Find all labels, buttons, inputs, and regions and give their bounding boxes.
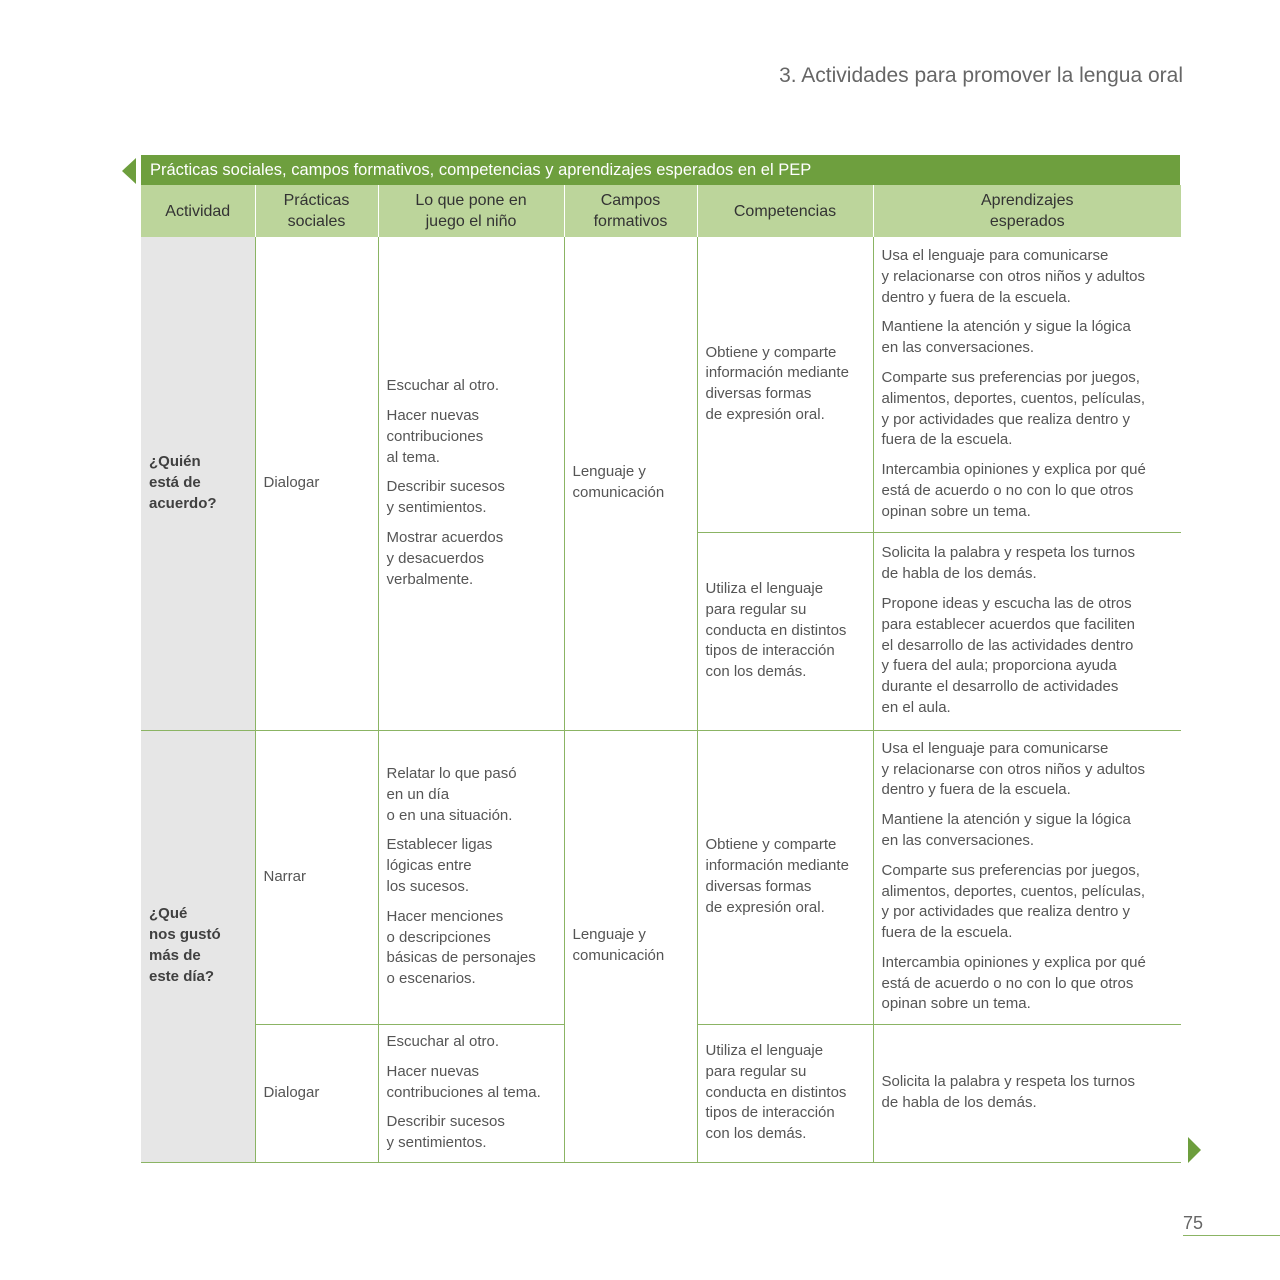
text-line: Describir sucesos bbox=[386, 478, 505, 496]
paragraph bbox=[882, 861, 1174, 944]
page-number: 75 bbox=[1183, 1213, 1204, 1233]
text-line: los sucesos. bbox=[386, 878, 470, 895]
text-line: Solicita la palabra y respeta los turnos bbox=[881, 1073, 1135, 1091]
text-line: alimentos, deportes, cuentos, películas, bbox=[881, 882, 1145, 900]
table-header-row bbox=[141, 185, 1181, 237]
paragraph bbox=[882, 460, 1174, 522]
text-line: alimentos, deportes, cuentos, películas, bbox=[881, 389, 1145, 407]
text-line: ¿Qué bbox=[149, 905, 188, 923]
expected-learnings bbox=[873, 730, 1181, 1024]
text-line: y relacionarse con otros niños y adultos bbox=[881, 760, 1145, 778]
paragraph bbox=[387, 1112, 556, 1154]
text-line: tipos de interacción bbox=[705, 642, 835, 660]
text-line: de habla de los demás. bbox=[881, 565, 1037, 583]
text-line: juego el niño bbox=[425, 213, 517, 230]
header-competencies bbox=[697, 185, 873, 237]
table-row bbox=[141, 730, 1181, 1024]
social-practice bbox=[255, 730, 378, 1024]
paragraph bbox=[387, 1062, 556, 1104]
text-line: acuerdo? bbox=[149, 494, 217, 512]
text-line: conducta en distintos bbox=[705, 1083, 847, 1101]
table-caption: Prácticas sociales, campos formativos, competencias y aprendizajes esperados en el PEP bbox=[141, 155, 1180, 185]
paragraph bbox=[387, 1032, 556, 1053]
text-line: en el aula. bbox=[881, 698, 951, 716]
text-line: Escuchar al otro. bbox=[386, 1033, 500, 1050]
text-line: y relacionarse con otros niños y adultos bbox=[881, 267, 1145, 285]
text-line: básicas de personajes bbox=[386, 949, 536, 967]
text-line: en las conversaciones. bbox=[881, 831, 1035, 849]
text-line: Lenguaje y bbox=[572, 926, 646, 944]
text-line: Lo que pone en bbox=[415, 192, 527, 209]
text-line: el desarrollo de las actividades dentro bbox=[881, 636, 1134, 654]
text-line: o escenarios. bbox=[386, 970, 476, 988]
text-line: Usa el lenguaje para comunicarse bbox=[881, 739, 1109, 757]
paragraph bbox=[387, 528, 556, 590]
text-line: diversas formas bbox=[705, 878, 812, 895]
text-line: Aprendizajes bbox=[981, 192, 1074, 209]
text-line: Escuchar al otro. bbox=[386, 377, 500, 395]
text-line: Utiliza el lenguaje bbox=[705, 1042, 824, 1059]
text-line: nos gustó bbox=[149, 926, 221, 944]
social-practice bbox=[255, 237, 378, 730]
text-line: y sentimientos. bbox=[386, 1134, 487, 1152]
text-line: información mediante bbox=[705, 364, 849, 382]
text-line: de expresión oral. bbox=[705, 406, 825, 424]
text-line: durante el desarrollo de actividades bbox=[881, 678, 1119, 696]
paragraph bbox=[387, 477, 556, 519]
social-practice bbox=[255, 1024, 378, 1162]
text-line: Campos bbox=[600, 192, 661, 209]
text-line: Relatar lo que pasó bbox=[386, 765, 517, 783]
text-line: y desacuerdos bbox=[386, 549, 485, 567]
text-line: de habla de los demás. bbox=[881, 1094, 1037, 1111]
expected-learnings bbox=[873, 532, 1181, 730]
text-line: opinan sobre un tema. bbox=[881, 502, 1031, 520]
text-line: con los demás. bbox=[705, 663, 807, 681]
chapter-title: 3. Actividades para promover la lengua oral bbox=[779, 64, 1183, 87]
header-formative-fields bbox=[564, 185, 697, 237]
paragraph bbox=[882, 953, 1174, 1015]
paragraph bbox=[387, 376, 556, 397]
paragraph bbox=[882, 810, 1174, 852]
expected-learnings bbox=[873, 1024, 1181, 1162]
text-line: y fuera del aula; proporciona ayuda bbox=[881, 657, 1117, 675]
text-line: Obtiene y comparte bbox=[705, 343, 837, 361]
text-line: Obtiene y comparte bbox=[705, 836, 837, 854]
paragraph bbox=[882, 1072, 1174, 1114]
paragraph bbox=[882, 246, 1174, 308]
text-line: contribuciones al tema. bbox=[386, 1083, 541, 1101]
text-line: más de bbox=[149, 947, 201, 964]
text-line: Mantiene la atención y sigue la lógica bbox=[881, 318, 1131, 336]
text-line: Lenguaje y bbox=[572, 463, 646, 481]
competence bbox=[697, 532, 873, 730]
text-line: Hacer menciones bbox=[386, 907, 504, 925]
text-line: o en una situación. bbox=[386, 806, 513, 824]
table-row bbox=[141, 237, 1181, 532]
text-line: este día? bbox=[149, 967, 215, 985]
text-line: Hacer nuevas bbox=[386, 1062, 480, 1080]
text-line: fuera de la escuela. bbox=[881, 431, 1013, 449]
text-line: dentro y fuera de la escuela. bbox=[881, 781, 1071, 799]
child-actions bbox=[378, 730, 564, 1024]
formative-field bbox=[564, 730, 697, 1162]
page-number-rule bbox=[1183, 1235, 1280, 1236]
child-actions bbox=[378, 237, 564, 730]
text-line: y sentimientos. bbox=[386, 499, 487, 517]
text-line: Usa el lenguaje para comunicarse bbox=[881, 246, 1109, 264]
text-line: está de acuerdo o no con lo que otros bbox=[881, 974, 1134, 992]
text-line: Comparte sus preferencias por juegos, bbox=[881, 861, 1140, 879]
text-line: dentro y fuera de la escuela. bbox=[881, 288, 1071, 306]
text-line: en las conversaciones. bbox=[881, 339, 1035, 357]
paragraph bbox=[387, 835, 556, 897]
paragraph bbox=[387, 764, 556, 826]
text-line: está de acuerdo o no con lo que otros bbox=[881, 481, 1134, 499]
text-line: para regular su bbox=[705, 600, 807, 618]
text-line: Utiliza el lenguaje bbox=[705, 580, 824, 597]
header-what-child-uses bbox=[378, 185, 564, 237]
formative-field bbox=[564, 237, 697, 730]
header-activity bbox=[141, 185, 255, 237]
text-line: formativos bbox=[593, 213, 668, 230]
text-line: Intercambia opiniones y explica por qué bbox=[881, 461, 1146, 479]
paragraph bbox=[882, 317, 1174, 359]
text-line: comunicación bbox=[572, 947, 665, 964]
arrow-right-icon bbox=[1188, 1137, 1201, 1163]
text-line: Dialogar bbox=[263, 473, 320, 491]
text-line: Dialogar bbox=[263, 1083, 320, 1101]
competence bbox=[697, 730, 873, 1024]
header-expected-learnings bbox=[873, 185, 1181, 237]
text-line: esperados bbox=[989, 213, 1065, 230]
paragraph bbox=[882, 368, 1174, 451]
text-line: Prácticas bbox=[283, 192, 350, 209]
paragraph bbox=[882, 594, 1174, 719]
text-line: Mantiene la atención y sigue la lógica bbox=[881, 811, 1131, 829]
text-line: opinan sobre un tema. bbox=[881, 995, 1031, 1013]
text-line: para establecer acuerdos que faciliten bbox=[881, 615, 1135, 633]
text-line: con los demás. bbox=[705, 1125, 807, 1143]
text-line: al tema. bbox=[386, 448, 440, 466]
text-line: para regular su bbox=[705, 1062, 807, 1080]
text-line: lógicas entre bbox=[386, 857, 472, 875]
text-line: información mediante bbox=[705, 857, 849, 875]
activity-name bbox=[141, 237, 255, 730]
text-line: Hacer nuevas bbox=[386, 406, 480, 424]
text-line: Actividad bbox=[165, 202, 231, 220]
text-line: conducta en distintos bbox=[705, 621, 847, 639]
text-line: y por actividades que realiza dentro y bbox=[881, 410, 1130, 428]
text-line: comunicación bbox=[572, 484, 665, 502]
paragraph bbox=[882, 739, 1174, 801]
text-line: fuera de la escuela. bbox=[881, 924, 1013, 942]
text-line: contribuciones bbox=[386, 427, 484, 445]
competence bbox=[697, 1024, 873, 1162]
text-line: tipos de interacción bbox=[705, 1104, 835, 1122]
paragraph bbox=[387, 907, 556, 990]
text-line: Competencias bbox=[733, 202, 837, 220]
paragraph bbox=[882, 543, 1174, 585]
text-line: Establecer ligas bbox=[386, 836, 493, 854]
paragraph bbox=[387, 406, 556, 468]
text-line: Comparte sus preferencias por juegos, bbox=[881, 368, 1140, 386]
text-line: sociales bbox=[287, 213, 346, 230]
expected-learnings bbox=[873, 237, 1181, 532]
text-line: Solicita la palabra y respeta los turnos bbox=[881, 544, 1135, 562]
arrow-left-icon bbox=[122, 158, 136, 184]
text-line: Narrar bbox=[263, 867, 307, 885]
competencies-table bbox=[141, 185, 1181, 1163]
child-actions bbox=[378, 1024, 564, 1162]
text-line: Propone ideas y escucha las de otros bbox=[881, 594, 1132, 612]
text-line: o descripciones bbox=[386, 928, 491, 946]
text-line: Mostrar acuerdos bbox=[386, 528, 504, 546]
text-line: verbalmente. bbox=[386, 570, 474, 588]
text-line: de expresión oral. bbox=[705, 898, 825, 916]
text-line: y por actividades que realiza dentro y bbox=[881, 903, 1130, 921]
text-line: Describir sucesos bbox=[386, 1113, 505, 1131]
competence bbox=[697, 237, 873, 532]
text-line: está de bbox=[149, 473, 201, 491]
text-line: ¿Quién bbox=[149, 453, 201, 471]
text-line: diversas formas bbox=[705, 385, 812, 403]
activity-name bbox=[141, 730, 255, 1162]
header-social-practices bbox=[255, 185, 378, 237]
text-line: en un día bbox=[386, 785, 450, 803]
text-line: Intercambia opiniones y explica por qué bbox=[881, 953, 1146, 971]
